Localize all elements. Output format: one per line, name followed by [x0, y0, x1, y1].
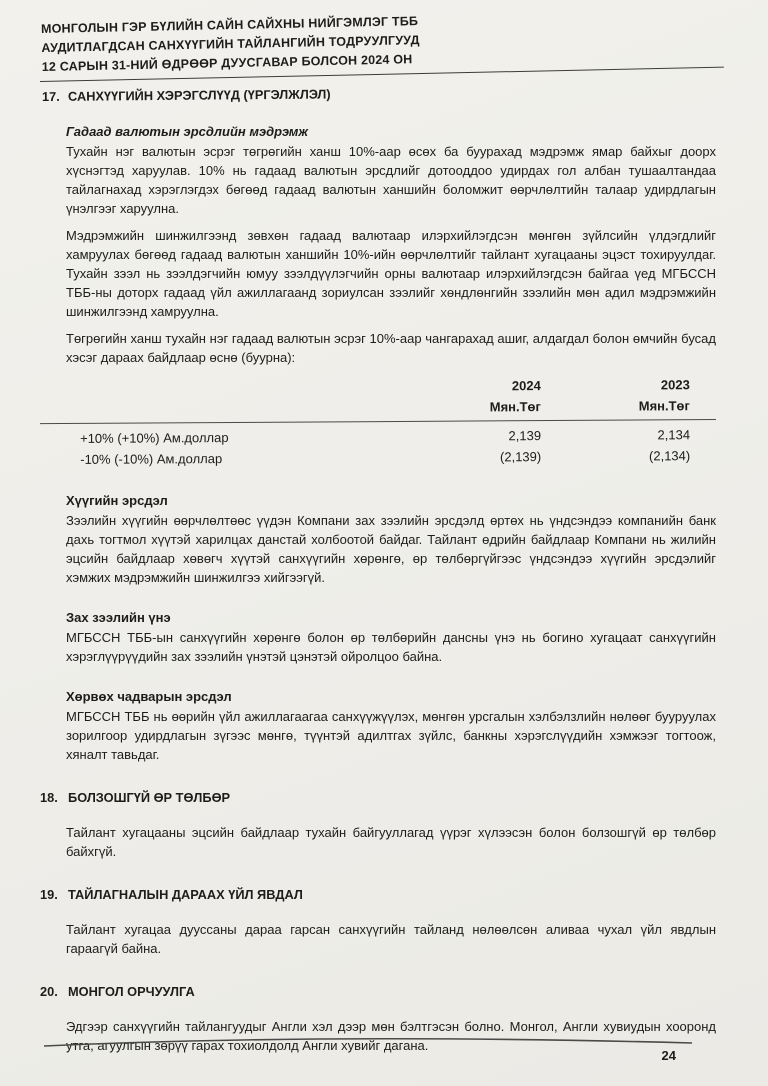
section-number: 18. [40, 790, 58, 805]
page-number: 24 [661, 1048, 676, 1063]
section-18-title [40, 790, 716, 805]
table-unit-header-row [66, 395, 716, 420]
year-column-header: 2024 [511, 378, 541, 394]
section-19-title [40, 887, 716, 902]
paragraph: Мэдрэмжийн шинжилгээнд зөвхөн гадаад валютаар илэрхийлэгдсэн мөнгөн зүйлсийн үлдэгдлийг хамруулах бөгөөд гадаад валютын ханшийн 10%-ийн өөрчлөлтийг тайлант хугацааны эцэст тохируулдаг. Тухайн зээл нь зээлдэгчийн юмуу зээлдүүлэгчийн орны валютаар илэрхийлэгдсэн байгаа үед МГБССН ТББ-ны доторх гадаад үйл ажиллагаанд зориулсан зээлийг хөндлөнгийн зээлийн мөн адил мэдрэмжийн шинжилгээнд хамруулна. [66, 228, 716, 319]
table-row [66, 445, 716, 470]
org-name-line: МОНГОЛЫН ГЭР БҮЛИЙН САЙН САЙХНЫ НИЙГЭМЛЭГ ТББ [40, 14, 419, 37]
row-label: +10% (+10%) Ам.доллар [80, 430, 229, 446]
section-number: 19. [40, 887, 58, 902]
year-column-header: 2023 [660, 377, 690, 393]
section-18 [40, 790, 716, 861]
section-title-text: ТАЙЛАГНАЛЫН ДАРААХ ҮЙЛ ЯВДАЛ [68, 887, 303, 902]
section-17-content [66, 122, 716, 764]
value-2023: 2,134 [657, 427, 691, 443]
value-2024: (2,139) [499, 449, 542, 465]
paragraph: Тайлант хугацааны эцсийн байдлаар тухайн байгууллагад үүрэг хүлээсэн болон болзошгүй өр төлбөр байхгүй. [66, 825, 716, 859]
section-title-text: БОЛЗОШГҮЙ ӨР ТӨЛБӨР [68, 790, 231, 805]
unit-column-header: Мян.Төг [489, 399, 541, 415]
table-header-rule [40, 419, 716, 424]
doc-title-line: АУДИТЛАГДСАН САНХҮҮГИЙН ТАЙЛАНГИЙН ТОДРУУЛГУУД [41, 33, 420, 56]
value-2024: 2,139 [508, 428, 542, 444]
section-title-text: МОНГОЛ ОРЧУУЛГА [68, 984, 195, 999]
row-label: -10% (-10%) Ам.доллар [80, 451, 223, 467]
subheading-market-value: Зах зээлийн үнэ [66, 610, 171, 625]
section-17-title [42, 83, 722, 104]
paragraph: Тухайн нэг валютын эсрэг төгрөгийн ханш 10%-аар өсөх ба буурахад мэдрэмж ямар байхыг доорх хүснэгтэд харуулав. 10% нь гадаад валютын эрсдлийг дотооддоо удирдах гол албан тушаалтандаа тайлагнахад хэрэглэгдэх бөгөөд гадаад валютын ханшийн боломжит өөрчлөлтийн талаар удирдлагын үнэлгээг харуулна. [66, 144, 716, 216]
paragraph: МГБССН ТББ-ын санхүүгийн хөрөнгө болон өр төлбөрийн дансны үнэ нь богино хугацаат санхүүгийн хэрэглүүрүүдийн зах зээлийн үнэтэй цэнэтэй ойролцоо байна. [66, 630, 716, 664]
section-title-text: САНХҮҮГИЙН ХЭРЭГСЛҮҮД (ҮРГЭЛЖЛЭЛ) [67, 86, 331, 104]
value-2023: (2,134) [648, 448, 691, 464]
paragraph: Эдгээр санхүүгийн тайлангуудыг Англи хэл дээр мөн бэлтгэсэн болно. Монгол, Англи хувиудын хооронд утга, агуулгын зөрүү гарах тохиолдолд Англи хувийг дагана. [66, 1019, 716, 1053]
paragraph: МГБССН ТББ нь өөрийн үйл ажиллагаагаа санхүүжүүлэх, мөнгөн урсгалын хэлбэлзлийн нөлөөг бууруулах зорилгоор удирдлагын зүгээс мөнгө, түүнтэй адилтгах зүйлс, банкны хэрэгслүүдийн хэмжээг тогтоож, хяналт тавьдаг. [66, 709, 716, 762]
period-line: 12 САРЫН 31-НИЙ ӨДРӨӨР ДУУСГАВАР БОЛСОН 2024 ОН [41, 52, 413, 75]
sensitivity-table [66, 375, 717, 470]
paragraph: Тайлант хугацаа дууссаны дараа гарсан санхүүгийн тайланд нөлөөлсөн аливаа чухал үйл явдлын гараагүй байна. [66, 922, 716, 956]
unit-column-header: Мян.Төг [638, 398, 690, 414]
section-number: 17. [41, 88, 60, 104]
section-20-title [40, 984, 716, 999]
subheading-interest-risk: Хүүгийн эрсдэл [66, 493, 168, 508]
footer-divider [0, 1034, 768, 1052]
document-header [41, 6, 722, 77]
paragraph: Зээлийн хүүгийн өөрчлөлтөөс үүдэн Компани зах зээлийн эрсдэлд өртөх нь үндсэндээ компанийн банк дахь тогтмол хүүтэй харилцах данстай холбоотой байдаг. Тайлант өдрийн байдлаар Компани нь жилийн эцсийн байдлаар хөвөгч хүүтэй санхүүгийн хөрөнгө, өр төлбөргүйгээс үндсэндээ хүүгийн эрсдэлийг хэмжих мэдрэмжийн шинжилгээ хийгээгүй. [66, 513, 716, 585]
section-number: 20. [40, 984, 58, 999]
subheading-fx-sensitivity: Гадаад валютын эрсдлийн мэдрэмж [66, 124, 308, 139]
paragraph: Төгрөгийн ханш тухайн нэг гадаад валютын эсрэг 10%-аар чангарахад ашиг, алдагдал болон өмчийн бусад хэсэг дараах байдлаар өснө (буурна): [66, 331, 716, 365]
section-19 [40, 887, 716, 958]
subheading-liquidity-risk: Хөрвөх чадварын эрсдэл [66, 689, 232, 704]
